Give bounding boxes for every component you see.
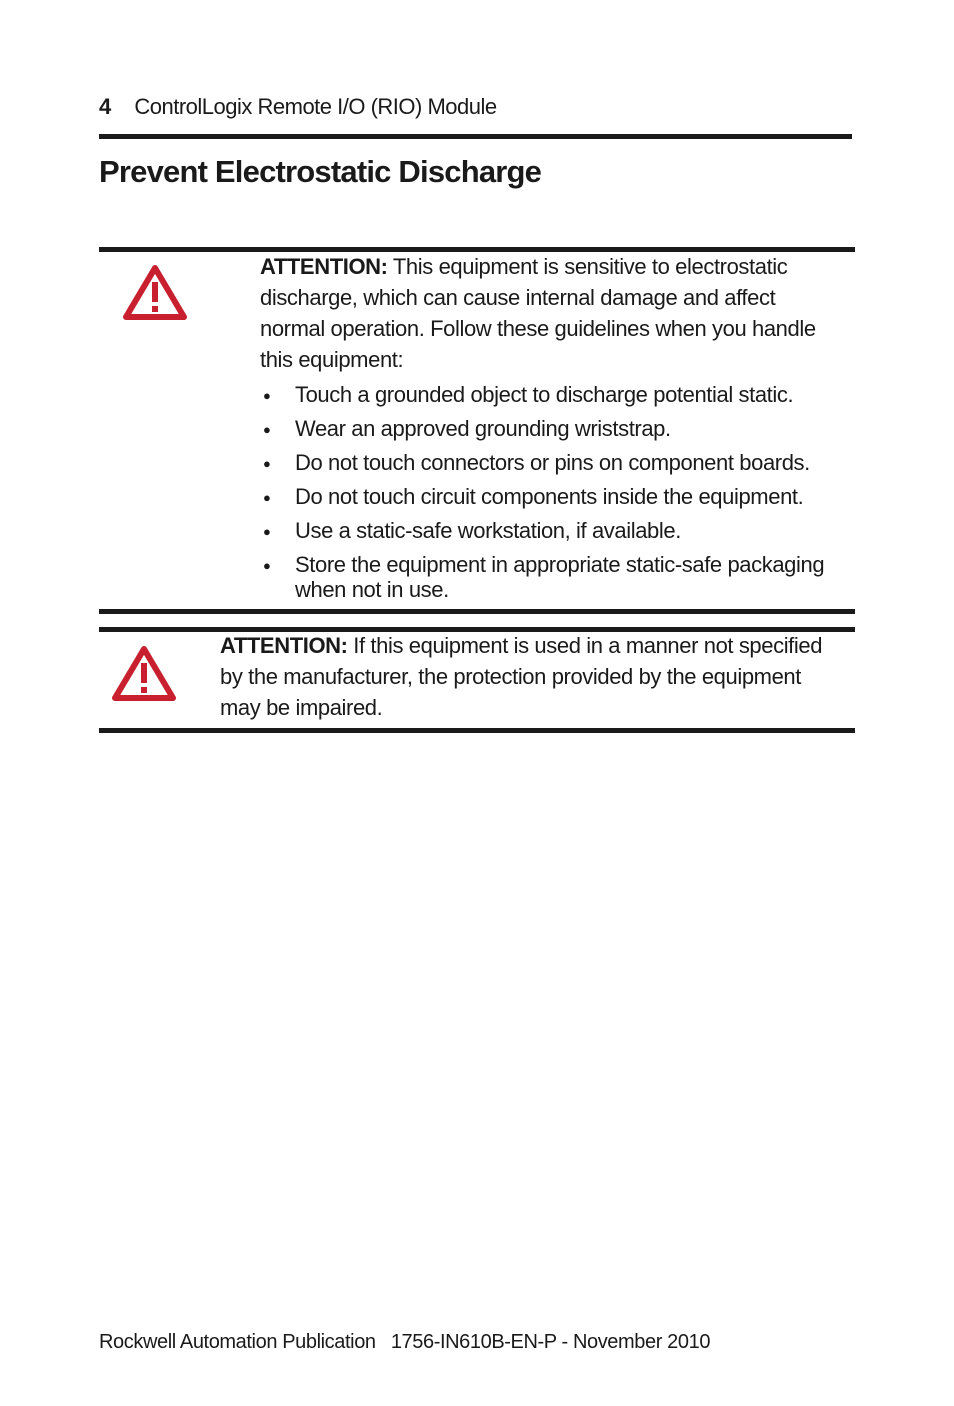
header-rule: [99, 134, 852, 139]
bullet-icon: ●: [263, 388, 271, 403]
list-item-text: Store the equipment in appropriate static-safe packaging when not in use.: [295, 552, 825, 602]
list-item-text: Use a static-safe workstation, if available.: [295, 518, 681, 543]
list-item-text: Touch a grounded object to discharge potential static.: [295, 382, 794, 407]
running-header: [99, 94, 497, 120]
list-item: [260, 552, 830, 602]
bullet-icon: ●: [263, 456, 271, 471]
list-item-text: Do not touch circuit components inside the equipment.: [295, 484, 804, 509]
notice-bottom-rule: [99, 609, 855, 614]
list-item: [260, 450, 830, 475]
list-item: [260, 518, 830, 543]
list-item-text: Wear an approved grounding wriststrap.: [295, 416, 671, 441]
notice-paragraph: [260, 251, 830, 375]
notice-bottom-rule: [99, 728, 855, 733]
page-footer: [99, 1331, 710, 1354]
list-item: [260, 416, 830, 441]
bullet-icon: ●: [263, 558, 271, 573]
notice-text: This equipment is sensitive to electrostatic discharge, which can cause internal damage and affect normal operation. Follow these guidelines when you handle this equipment:: [260, 254, 816, 372]
notice-text: If this equipment is used in a manner not specified by the manufacturer, the protection provided by the equipment may be impaired.: [220, 633, 823, 720]
guideline-list: [260, 382, 830, 602]
running-title: ControlLogix Remote I/O (RIO) Module: [134, 94, 497, 119]
notice-body: [220, 630, 835, 723]
bullet-icon: ●: [263, 422, 271, 437]
warning-triangle-icon: [110, 643, 178, 703]
bullet-icon: ●: [263, 490, 271, 505]
footer-publication: 1756-IN610B-EN-P - November 2010: [390, 1331, 711, 1353]
list-item-text: Do not touch connectors or pins on component boards.: [295, 450, 810, 475]
footer-publisher: Rockwell Automation Publication: [99, 1331, 376, 1353]
attention-notice-esd: [99, 247, 855, 617]
attention-notice-usage: [99, 627, 855, 735]
page-number: 4: [99, 94, 111, 119]
attention-label: ATTENTION:: [220, 633, 348, 658]
section-title: Prevent Electrostatic Discharge: [99, 154, 542, 189]
notice-body: [260, 251, 830, 611]
list-item: [260, 484, 830, 509]
warning-triangle-icon: [121, 262, 189, 322]
bullet-icon: ●: [263, 524, 271, 539]
attention-label: ATTENTION:: [260, 254, 388, 279]
list-item: [260, 382, 830, 407]
